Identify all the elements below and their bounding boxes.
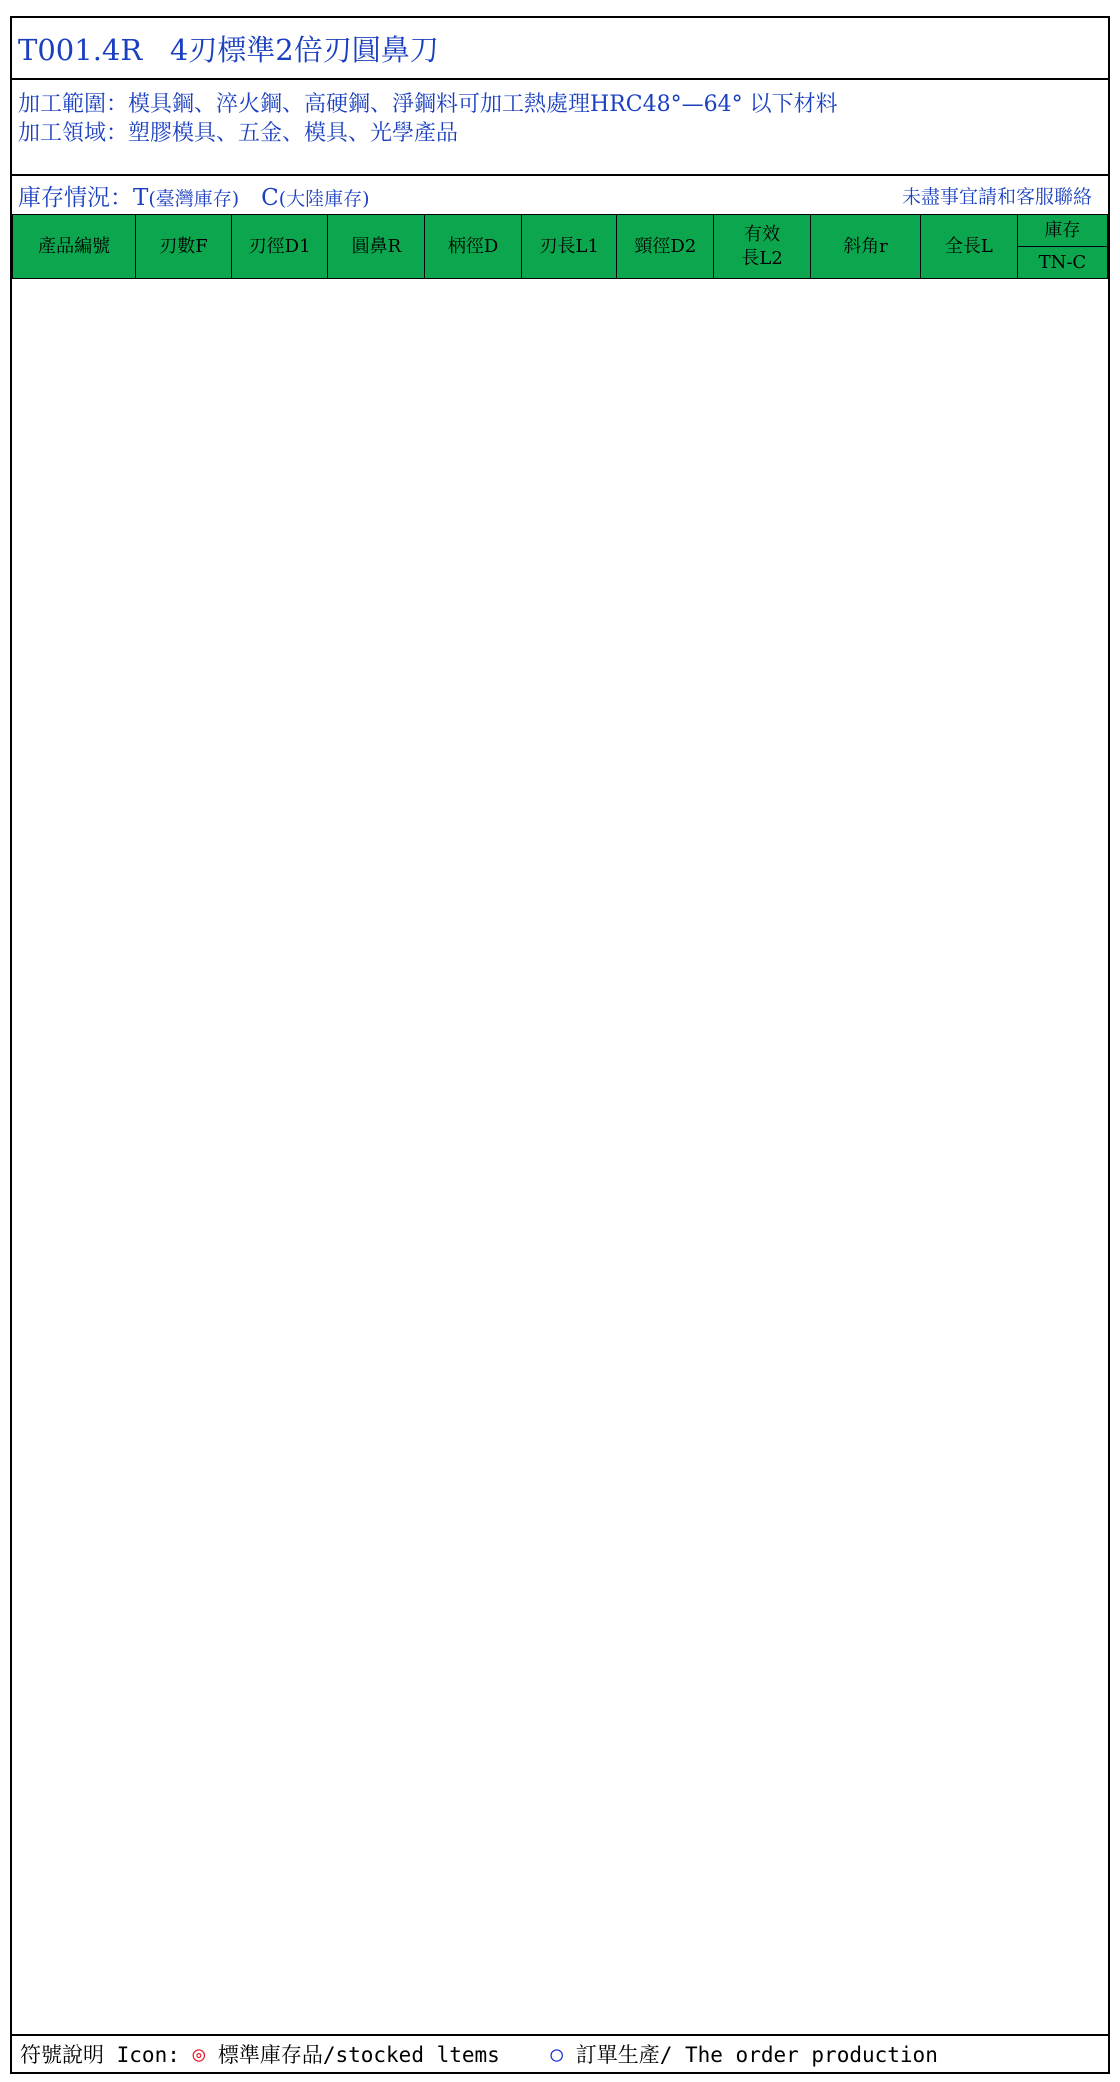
header-stock: 庫存 bbox=[1017, 215, 1107, 247]
header-d2: 頸徑D2 bbox=[617, 215, 714, 279]
header-l2 bbox=[714, 215, 811, 279]
product-sheet bbox=[10, 16, 1110, 2074]
processing-range: 加工範圍：模具鋼、淬火鋼、高硬鋼、淨鋼料可加工熱處理HRC48°—64° 以下材料 bbox=[18, 92, 838, 117]
stock-status-bar bbox=[12, 176, 1108, 214]
stock-legend bbox=[18, 179, 370, 212]
product-table bbox=[12, 214, 1108, 279]
header-angle: 斜角r bbox=[810, 215, 920, 279]
header-shank: 柄徑D bbox=[425, 215, 522, 279]
contact-note: 未盡事宜請和客服聯絡 bbox=[901, 185, 1092, 208]
stock-t-desc: (臺灣庫存) bbox=[148, 187, 240, 210]
stock-t-code: T bbox=[133, 184, 149, 211]
processing-info bbox=[12, 80, 1108, 176]
stock-label: 庫存情況： bbox=[18, 184, 133, 211]
icon-legend bbox=[12, 2034, 1108, 2072]
legend-label: 符號說明 Icon: bbox=[20, 2043, 193, 2067]
header-flutes: 刃數F bbox=[136, 215, 231, 279]
stock-c-desc: (大陸庫存) bbox=[278, 187, 370, 210]
order-text: 訂單生產/ The order production bbox=[563, 2043, 938, 2067]
header-length: 全長L bbox=[921, 215, 1018, 279]
header-d1: 刃徑D1 bbox=[231, 215, 328, 279]
stocked-text: 標準庫存品/stocked ltems bbox=[205, 2043, 551, 2067]
order-icon: ○ bbox=[550, 2042, 564, 2066]
processing-field: 加工領域：塑膠模具、五金、模具、光學產品 bbox=[18, 121, 459, 146]
header-r: 圓鼻R bbox=[328, 215, 425, 279]
header-stock-sub: TN-C bbox=[1017, 247, 1107, 279]
header-l2-text: 有效長L2 bbox=[741, 223, 783, 269]
header-code: 產品編號 bbox=[13, 215, 136, 279]
stocked-icon: ◎ bbox=[192, 2042, 206, 2066]
page-title: T001.4R 4刃標準2倍刃圓鼻刀 bbox=[12, 18, 1108, 80]
header-l1: 刃長L1 bbox=[522, 215, 617, 279]
stock-c-code: C bbox=[261, 184, 279, 211]
